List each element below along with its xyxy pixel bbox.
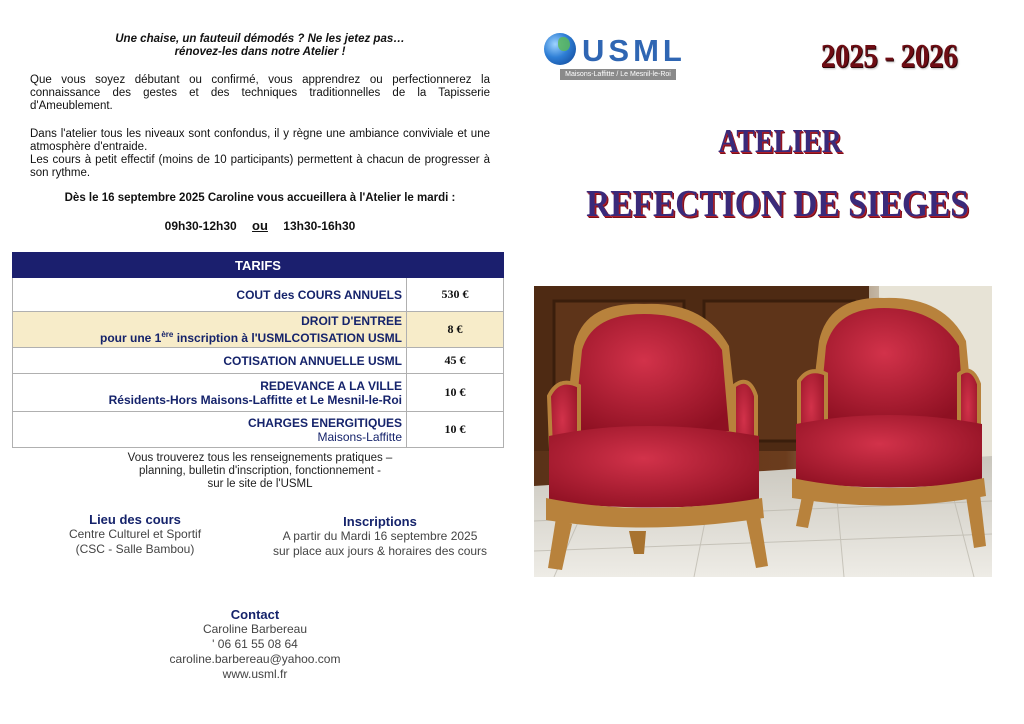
tarif-label-line1: REDEVANCE A LA VILLE — [260, 378, 402, 393]
left-column — [30, 30, 490, 233]
tarif-label: COUT des COURS ANNUELS — [13, 278, 407, 312]
lieu-title: Lieu des cours — [89, 512, 181, 527]
tarif-label — [13, 374, 407, 412]
season-years: 2025 - 2026 — [820, 38, 958, 75]
inscriptions-section — [255, 514, 505, 559]
armchairs-photo — [534, 286, 992, 577]
tarif-price: 8 € — [407, 312, 504, 348]
practical-info-line2: planning, bulletin d'inscription, fonctionnement - — [139, 465, 381, 477]
practical-info-line1: Vous trouverez tous les renseignements pratiques – — [127, 452, 393, 464]
tarif-label-line2a: pour une 1 — [100, 331, 162, 345]
tarif-label-line1: CHARGES ENERGITIQUES — [247, 415, 402, 430]
contact-website[interactable]: www.usml.fr — [222, 667, 288, 681]
contact-email[interactable]: caroline.barbereau@yahoo.com — [169, 652, 341, 666]
contact-section — [130, 607, 380, 682]
tarif-price: 10 € — [407, 374, 504, 412]
tarif-price: 10 € — [407, 412, 504, 448]
tarif-label: COTISATION ANNUELLE USML — [13, 348, 407, 374]
heading-atelier: ATELIER — [718, 123, 842, 160]
inscriptions-title: Inscriptions — [343, 514, 417, 529]
tarifs-header: TARIFS — [13, 253, 504, 278]
contact-name: Caroline Barbereau — [202, 622, 308, 636]
tarif-price: 45 € — [407, 348, 504, 374]
table-row — [13, 278, 504, 312]
start-date-text: Dès le 16 septembre 2025 Caroline vous accueillera à l'Atelier le mardi : — [64, 192, 456, 204]
tarif-price: 530 € — [407, 278, 504, 312]
lieu-section — [40, 512, 230, 557]
inscriptions-line2: sur place aux jours & horaires des cours — [272, 544, 488, 558]
intro-paragraph-3: Les cours à petit effectif (moins de 10 participants) permettent à chacun de progresser à son rythme. — [30, 154, 490, 179]
tarif-label — [13, 412, 407, 448]
logo-subtitle: Maisons-Laffitte / Le Mesnil-le-Roi — [560, 69, 676, 80]
intro-paragraph-1: Que vous soyez débutant ou confirmé, vous apprendrez ou perfectionnerez la connaissance des gestes et des techniques traditionnelles de la Tapisserie d'Ameublement. — [30, 74, 490, 112]
inscriptions-line1: A partir du Mardi 16 septembre 2025 — [282, 529, 478, 543]
tarif-label-line2: Résidents-Hors Maisons-Laffitte et Le Mesnil-le-Roi — [108, 392, 402, 407]
practical-info-line3: sur le site de l'USML — [207, 478, 313, 490]
intro-title-line1: Une chaise, un fauteuil démodés ? Ne les jetez pas… — [115, 33, 405, 45]
practical-info — [100, 452, 420, 491]
table-row — [13, 412, 504, 448]
intro-title-line2: rénovez-les dans notre Atelier ! — [174, 46, 346, 58]
usml-logo — [544, 33, 686, 83]
globe-icon — [544, 33, 576, 65]
hours-or: ou — [252, 218, 268, 233]
contact-title: Contact — [230, 607, 280, 622]
tarif-label-line2b: inscription à l'USMLCOTISATION USML — [173, 331, 402, 345]
lieu-line1: Centre Culturel et Sportif — [68, 527, 202, 541]
table-row — [13, 374, 504, 412]
lieu-line2: (CSC - Salle Bambou) — [75, 542, 195, 556]
table-row — [13, 312, 504, 348]
heading-refection: REFECTION DE SIEGES — [586, 183, 969, 225]
course-hours — [30, 218, 490, 233]
tarif-label-sup: ère — [161, 330, 174, 339]
intro-paragraph-2: Dans l'atelier tous les niveaux sont confondus, il y règne une ambiance conviviale et une atmosphère d'entraide. — [30, 128, 490, 153]
logo-word: USML — [582, 33, 686, 68]
tarif-label — [13, 312, 407, 348]
table-row — [13, 348, 504, 374]
armchairs-illustration — [534, 286, 992, 577]
tarifs-table — [12, 252, 504, 448]
tarif-label-line1: DROIT D'ENTREE — [301, 314, 402, 328]
tarif-label-line2: Maisons-Laffitte — [317, 429, 402, 444]
contact-phone: ' 06 61 55 08 64 — [212, 637, 298, 651]
hours-afternoon: 13h30-16h30 — [283, 219, 356, 233]
hours-morning: 09h30-12h30 — [164, 219, 237, 233]
